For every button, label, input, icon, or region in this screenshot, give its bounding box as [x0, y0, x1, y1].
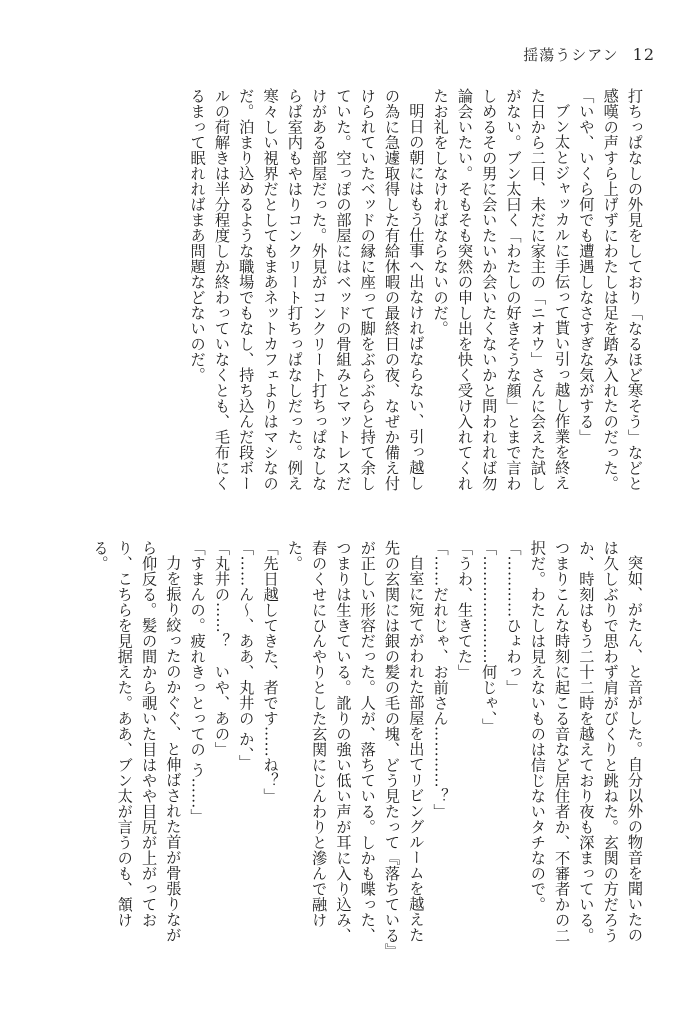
book-title: 揺蕩うシアン — [523, 46, 619, 64]
dialogue-line: 「すまんの。疲れきっとっての う……」 — [188, 540, 207, 825]
dialogue-line: 「丸井の……？ いや、あの」 — [212, 540, 231, 757]
dialogue-line: 「……だれじゃ、お前さん…………？」 — [431, 540, 450, 819]
running-head — [523, 44, 655, 65]
paragraph: 力を振り絞ったのかぐぐ、と伸ばされた首が骨張りながら仰反る。髪の間から覗いた目はやや目尻が上がっており、こちらを見据えた。ああ、ブン太が言うのも、頷ける。 — [91, 540, 183, 943]
page-number: 12 — [632, 45, 655, 64]
upper-text-block — [185, 88, 647, 506]
dialogue-line: 「…………ひょわっ」 — [504, 540, 523, 695]
paragraph: 明日の朝にはもう仕事へ出なければならない、引っ越しの為に急遽取得した有給休暇の最終日の夜、なぜか備え付けられていたベッドの縁に座って脚をぶらぶらと持て余していた。空っぽの部屋にはベッドの骨組みとマットレスだけがある部屋だった。外見がコンクリート打ちっぱなしならば室内もやはりコンクリート打ちっぱなしだった。例え寒々しい視界だとしてもまあネットカフェよりはマシなのだ。泊まり込めるような職場でもなし、持ち込んだ段ボールの荷解きは半分程度しか終わっていなくとも、毛布にくるまって眠れればまあ問題などないのだ。 — [188, 88, 426, 491]
dialogue-line: 「……ん〜、ああ、丸井の か、」 — [237, 540, 256, 771]
paragraph: 打ちっぱなしの外見をしており「なるほど寒そう」などと感嘆の声すら上げずにわたしは足を踏み入れたのだった。 — [601, 88, 644, 491]
dialogue-line: 「先日越してきた、者です……ね？」 — [261, 540, 280, 804]
dialogue-line: 「いや、いくら何でも遭遇しなさすぎな気がする」 — [577, 88, 596, 445]
paragraph: ブン太とジャッカルに手伝って貰い引っ越し作業を終えた日から二日、未だに家主の「ニオウ」さんに会えた試しがない。ブン太曰く「わたしの好きそうな顔」とまで言わしめるその男に会いたいか会いたくないかと問われれば勿論会いたい。そもそも突然の申し出を快く受け入れてくれたお礼をしなければならないのだ。 — [431, 88, 572, 491]
dialogue-line: 「…………………何じゃ、」 — [480, 540, 499, 734]
paragraph: 自室に宛てがわれた部屋を出てリビングルームを越えた先の玄関には銀の髪の毛の塊、どう見たって『落ちている』が正しい形容だった。人が、落ちている。しかも喋った、つまりは生きている。訛りの強い低い声が耳に入り込み、春のくせにひんやりとした玄関にじんわりと滲んで融けた。 — [285, 540, 426, 951]
paragraph: 突如、がたん、と音がした。自分以外の物音を聞いたのは久しぶりで思わず肩がびくりと跳ねた。玄関の方だろうか、時刻はもう二十二時を越えており夜も深まっている。つまりこんな時刻に起こる音など居住者か、不審者かの二択だ。わたしは見えないものは信じないタチなので。 — [528, 540, 644, 943]
lower-text-block — [88, 540, 647, 958]
dialogue-line: 「うわ、生きてた」 — [455, 540, 474, 680]
